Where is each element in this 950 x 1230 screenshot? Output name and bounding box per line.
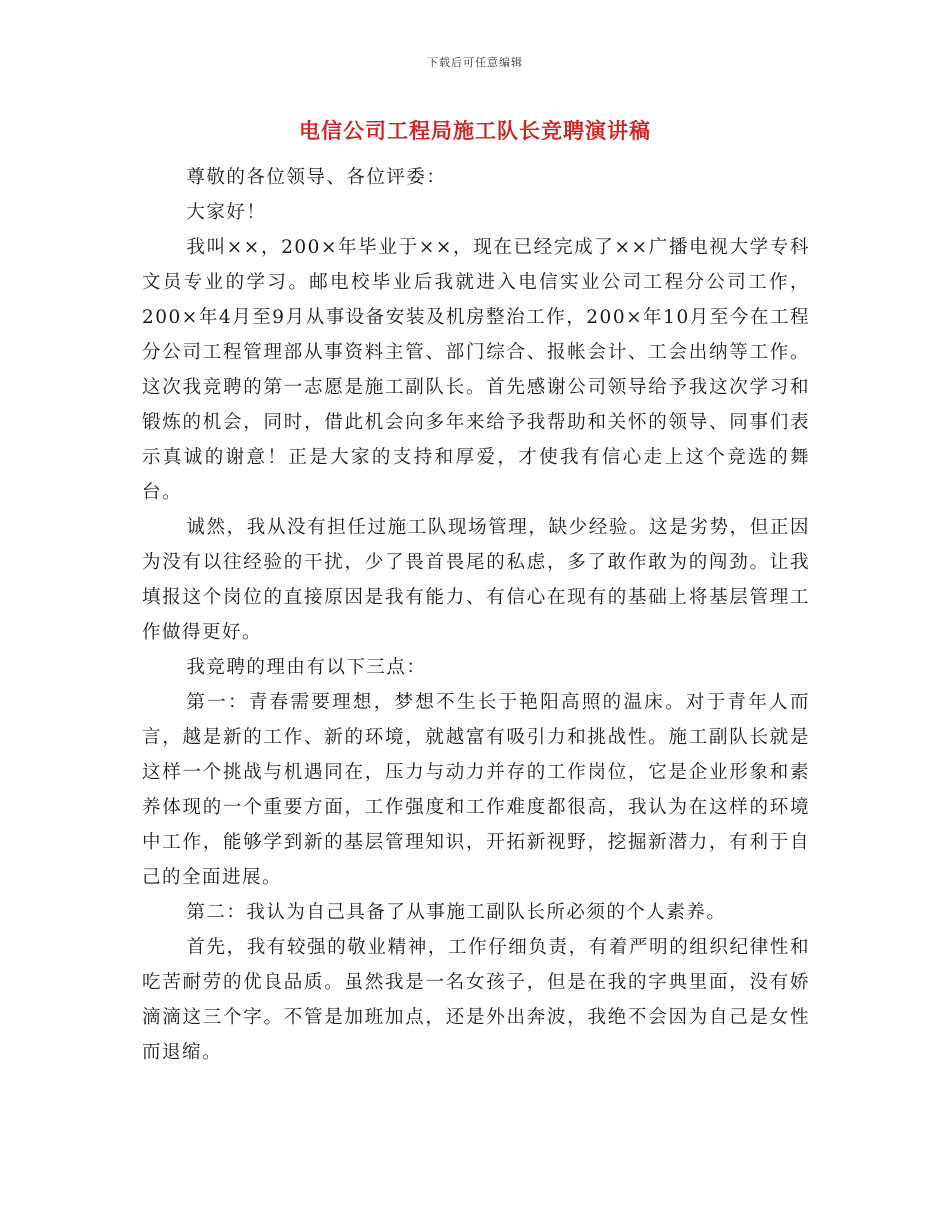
document-title: 电信公司工程局施工队长竞聘演讲稿	[299, 118, 651, 143]
paragraph-salutation: 尊敬的各位领导、各位评委：	[186, 167, 447, 188]
paragraph-weakness: 诚然，我从没有担任过施工队现场管理，缺少经验。这是劣势，但正因为没有以往经验的干扰，少了畏首畏尾的私虑，多了敢作敢为的闯劲。让我填报这个岗位的直接原因是我有能力、有信心在现有的基础上将基层管理工作做得更好。	[142, 517, 810, 643]
paragraph-first-quality: 首先，我有较强的敬业精神，工作仔细负责，有着严明的组织纪律性和吃苦耐劳的优良品质。虽然我是一名女孩子，但是在我的字典里面，没有娇滴滴这三个字。不管是加班加点，还是外出奔波，我绝不会因为自己是女性而退缩。	[142, 937, 810, 1063]
paragraph-greeting: 大家好！	[186, 202, 267, 223]
paragraph-reason-one: 第一：青春需要理想，梦想不生长于艳阳高照的温床。对于青年人而言，越是新的工作、新的环境，就越富有吸引力和挑战性。施工副队长就是这样一个挑战与机遇同在，压力与动力并存的工作岗位，它是企业形象和素养体现的一个重要方面，工作强度和工作难度都很高，我认为在这样的环境中工作，能够学到新的基层管理知识，开拓新视野，挖掘新潜力，有利于自己的全面进展。	[142, 692, 810, 888]
paragraph-reasons-intro: 我竞聘的理由有以下三点：	[186, 657, 427, 678]
paragraph-introduction: 我叫××，200×年毕业于××，现在已经完成了××广播电视大学专科文员专业的学习。邮电校毕业后我就进入电信实业公司工程分公司工作，200×年4月至9月从事设备安装及机房整治工作，200×年10月至今在工程分公司工程管理部从事资料主管、部门综合、报帐会计、工会出纳等工作。这次我竞聘的第一志愿是施工副队长。首先感谢公司领导给予我这次学习和锻炼的机会，同时，借此机会向多年来给予我帮助和关怀的领导、同事们表示真诚的谢意！正是大家的支持和厚爱，才使我有信心走上这个竞选的舞台。	[142, 237, 810, 503]
header-note: 下载后可任意编辑	[427, 56, 523, 69]
document-body	[142, 160, 810, 1070]
paragraph-reason-two: 第二：我认为自己具备了从事施工副队长所必须的个人素养。	[186, 902, 727, 923]
